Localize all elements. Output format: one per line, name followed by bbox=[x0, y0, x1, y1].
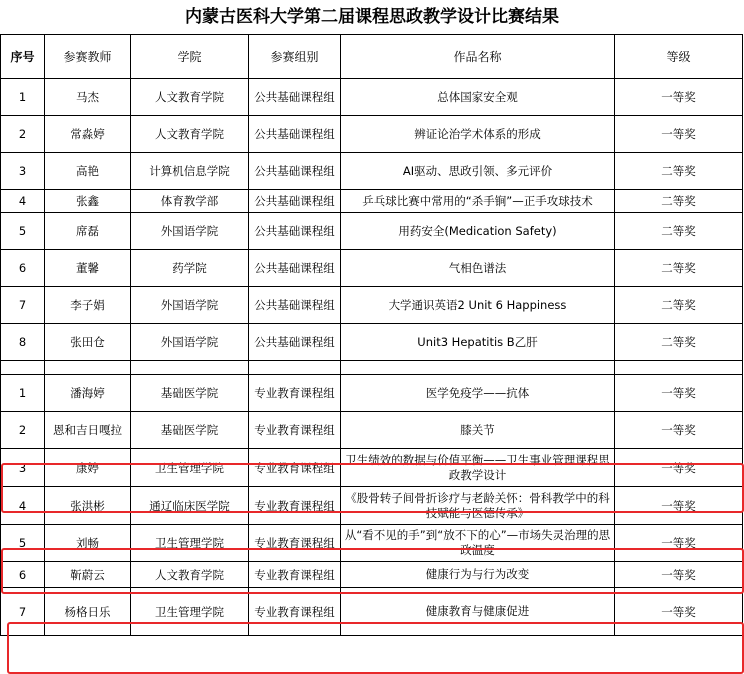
cell-level: 一等奖 bbox=[615, 562, 743, 588]
cell-teacher: 张洪彬 bbox=[45, 487, 131, 525]
cell-work: 卫生绩效的数据与价值平衡——卫生事业管理课程思政教学设计 bbox=[341, 449, 615, 487]
cell-group: 专业教育课程组 bbox=[249, 487, 341, 525]
cell-teacher: 潘海婷 bbox=[45, 375, 131, 412]
cell-college: 计算机信息学院 bbox=[131, 153, 249, 190]
page-title: 内蒙古医科大学第二届课程思政教学设计比赛结果 bbox=[185, 7, 559, 27]
cell-college: 人文教育学院 bbox=[131, 116, 249, 153]
cell-level: 一等奖 bbox=[615, 449, 743, 487]
cell-group: 公共基础课程组 bbox=[249, 213, 341, 250]
results-table bbox=[0, 34, 743, 636]
cell-work: 乒乓球比赛中常用的“杀手锏”—正手攻球技术 bbox=[341, 190, 615, 213]
cell-college: 卫生管理学院 bbox=[131, 449, 249, 487]
cell-group: 专业教育课程组 bbox=[249, 588, 341, 636]
cell-level: 一等奖 bbox=[615, 375, 743, 412]
cell-college: 外国语学院 bbox=[131, 287, 249, 324]
header-teacher: 参赛教师 bbox=[45, 35, 131, 79]
cell-teacher: 杨格日乐 bbox=[45, 588, 131, 636]
cell-no: 4 bbox=[1, 190, 45, 213]
cell-college: 外国语学院 bbox=[131, 213, 249, 250]
cell-college: 外国语学院 bbox=[131, 324, 249, 361]
cell-work: 健康行为与行为改变 bbox=[341, 562, 615, 588]
cell-level: 二等奖 bbox=[615, 153, 743, 190]
separator-cell bbox=[1, 361, 45, 375]
table-row bbox=[1, 562, 743, 588]
table-row bbox=[1, 287, 743, 324]
table-row bbox=[1, 153, 743, 190]
cell-work: 《股骨转子间骨折诊疗与老龄关怀：骨科教学中的科技赋能与医德传承》 bbox=[341, 487, 615, 525]
cell-college: 体育教学部 bbox=[131, 190, 249, 213]
cell-college: 卫生管理学院 bbox=[131, 588, 249, 636]
table-row bbox=[1, 487, 743, 525]
cell-group: 专业教育课程组 bbox=[249, 449, 341, 487]
cell-group: 公共基础课程组 bbox=[249, 116, 341, 153]
cell-college: 人文教育学院 bbox=[131, 79, 249, 116]
cell-level: 一等奖 bbox=[615, 79, 743, 116]
separator-cell bbox=[341, 361, 615, 375]
table-row bbox=[1, 213, 743, 250]
cell-college: 人文教育学院 bbox=[131, 562, 249, 588]
cell-college: 通辽临床医学院 bbox=[131, 487, 249, 525]
cell-teacher: 康婷 bbox=[45, 449, 131, 487]
cell-level: 一等奖 bbox=[615, 487, 743, 525]
cell-group: 公共基础课程组 bbox=[249, 287, 341, 324]
cell-teacher: 张鑫 bbox=[45, 190, 131, 213]
cell-group: 公共基础课程组 bbox=[249, 190, 341, 213]
cell-no: 6 bbox=[1, 562, 45, 588]
table-row bbox=[1, 250, 743, 287]
cell-college: 基础医学院 bbox=[131, 375, 249, 412]
cell-work: 辨证论治学术体系的形成 bbox=[341, 116, 615, 153]
cell-no: 7 bbox=[1, 287, 45, 324]
cell-no: 5 bbox=[1, 525, 45, 562]
group-separator bbox=[1, 361, 743, 375]
table-row bbox=[1, 375, 743, 412]
cell-group: 公共基础课程组 bbox=[249, 79, 341, 116]
cell-group: 公共基础课程组 bbox=[249, 324, 341, 361]
cell-teacher: 常淼婷 bbox=[45, 116, 131, 153]
cell-teacher: 马杰 bbox=[45, 79, 131, 116]
cell-no: 2 bbox=[1, 412, 45, 449]
cell-no: 3 bbox=[1, 449, 45, 487]
table-row bbox=[1, 412, 743, 449]
cell-level: 二等奖 bbox=[615, 324, 743, 361]
header-work: 作品名称 bbox=[341, 35, 615, 79]
header-group: 参赛组别 bbox=[249, 35, 341, 79]
header-row bbox=[1, 35, 743, 79]
cell-teacher: 席磊 bbox=[45, 213, 131, 250]
cell-college: 卫生管理学院 bbox=[131, 525, 249, 562]
table-row bbox=[1, 588, 743, 636]
separator-cell bbox=[615, 361, 743, 375]
cell-work: 总体国家安全观 bbox=[341, 79, 615, 116]
cell-work: 膝关节 bbox=[341, 412, 615, 449]
cell-teacher: 张田仓 bbox=[45, 324, 131, 361]
cell-college: 药学院 bbox=[131, 250, 249, 287]
cell-level: 二等奖 bbox=[615, 190, 743, 213]
cell-level: 二等奖 bbox=[615, 287, 743, 324]
separator-cell bbox=[131, 361, 249, 375]
header-level: 等级 bbox=[615, 35, 743, 79]
cell-no: 8 bbox=[1, 324, 45, 361]
cell-level: 一等奖 bbox=[615, 116, 743, 153]
cell-group: 公共基础课程组 bbox=[249, 250, 341, 287]
cell-work: 气相色谱法 bbox=[341, 250, 615, 287]
separator-cell bbox=[45, 361, 131, 375]
cell-work: Unit3 Hepatitis B乙肝 bbox=[341, 324, 615, 361]
cell-no: 2 bbox=[1, 116, 45, 153]
cell-no: 4 bbox=[1, 487, 45, 525]
table-row bbox=[1, 116, 743, 153]
cell-work: AI驱动、思政引领、多元评价 bbox=[341, 153, 615, 190]
header-no: 序号 bbox=[1, 35, 45, 79]
separator-cell bbox=[249, 361, 341, 375]
cell-teacher: 恩和吉日嘎拉 bbox=[45, 412, 131, 449]
cell-no: 1 bbox=[1, 79, 45, 116]
cell-teacher: 刘畅 bbox=[45, 525, 131, 562]
cell-work: 医学免疫学——抗体 bbox=[341, 375, 615, 412]
cell-level: 二等奖 bbox=[615, 213, 743, 250]
cell-no: 1 bbox=[1, 375, 45, 412]
cell-no: 6 bbox=[1, 250, 45, 287]
cell-college: 基础医学院 bbox=[131, 412, 249, 449]
cell-level: 二等奖 bbox=[615, 250, 743, 287]
cell-work: 大学通识英语2 Unit 6 Happiness bbox=[341, 287, 615, 324]
table-row bbox=[1, 324, 743, 361]
cell-level: 一等奖 bbox=[615, 588, 743, 636]
cell-group: 专业教育课程组 bbox=[249, 562, 341, 588]
cell-group: 专业教育课程组 bbox=[249, 375, 341, 412]
table-row bbox=[1, 449, 743, 487]
cell-teacher: 董馨 bbox=[45, 250, 131, 287]
cell-group: 专业教育课程组 bbox=[249, 525, 341, 562]
cell-group: 专业教育课程组 bbox=[249, 412, 341, 449]
table-row bbox=[1, 79, 743, 116]
cell-group: 公共基础课程组 bbox=[249, 153, 341, 190]
cell-no: 3 bbox=[1, 153, 45, 190]
cell-no: 7 bbox=[1, 588, 45, 636]
cell-work: 从“看不见的手”到“放不下的心”—市场失灵治理的思政温度 bbox=[341, 525, 615, 562]
table-row bbox=[1, 525, 743, 562]
cell-teacher: 靳蔚云 bbox=[45, 562, 131, 588]
cell-teacher: 高艳 bbox=[45, 153, 131, 190]
cell-teacher: 李子娟 bbox=[45, 287, 131, 324]
header-college: 学院 bbox=[131, 35, 249, 79]
cell-level: 一等奖 bbox=[615, 412, 743, 449]
cell-no: 5 bbox=[1, 213, 45, 250]
cell-level: 一等奖 bbox=[615, 525, 743, 562]
cell-work: 用药安全(Medication Safety) bbox=[341, 213, 615, 250]
cell-work: 健康教育与健康促进 bbox=[341, 588, 615, 636]
table-row bbox=[1, 190, 743, 213]
